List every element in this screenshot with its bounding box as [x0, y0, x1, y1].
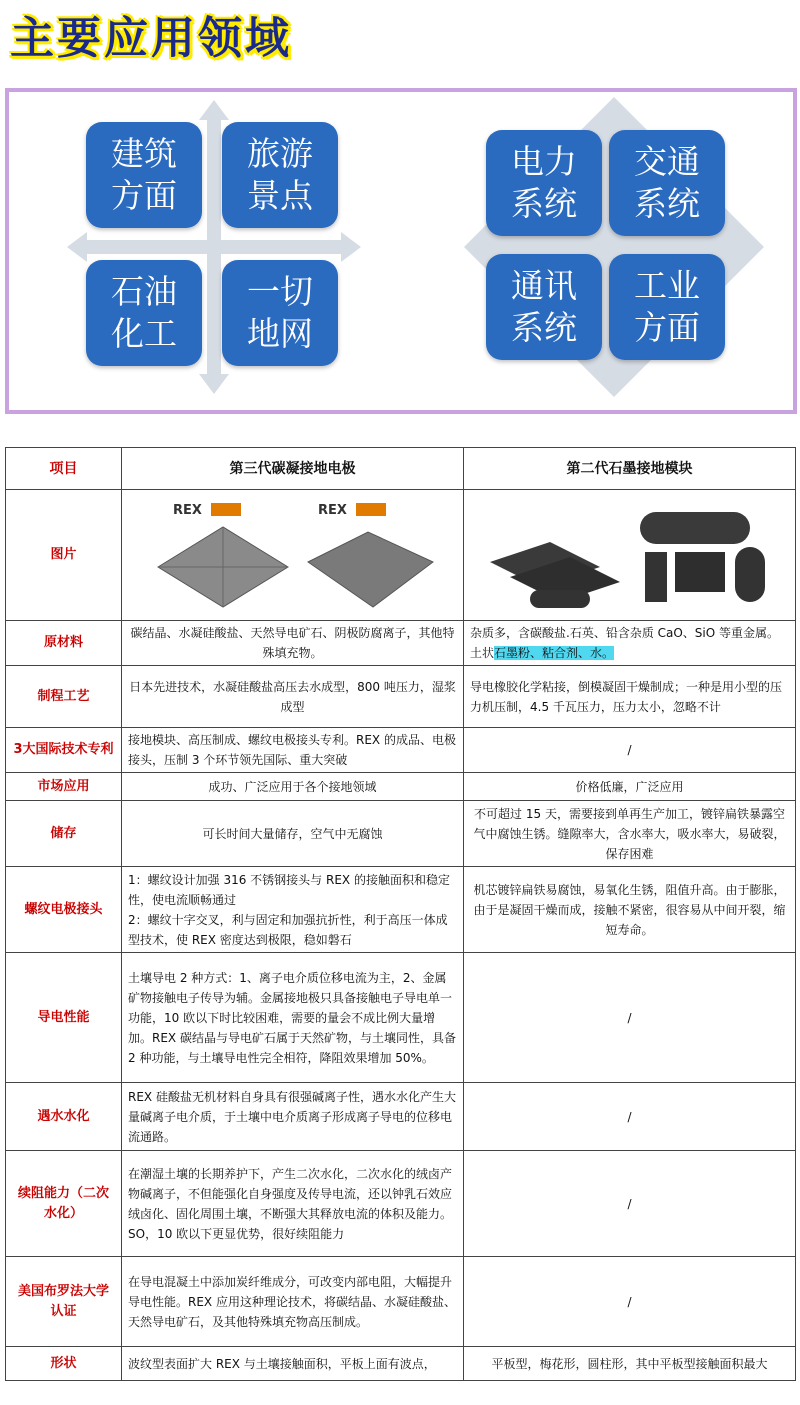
third-gen-cell: 成功、广泛应用于各个接地领域 — [122, 773, 464, 801]
table-row — [6, 773, 796, 801]
second-gen-cell: / — [464, 1257, 796, 1347]
header-row — [6, 448, 796, 490]
row-label: 制程工艺 — [6, 666, 122, 728]
tile-grounding-grid: 一切地网 — [222, 260, 338, 366]
second-gen-cell: 机芯镀锌扁铁易腐蚀，易氧化生锈，阻值升高。由于膨胀，由于是凝固干燥而成，接触不紧密，很容易从中间开裂，缩短寿命。 — [464, 867, 796, 953]
second-gen-cell: 导电橡胶化学粘接，倒模凝固干燥制成；一种是用小型的压力机压制，4.5 千瓦压力，压力太小，忽略不计 — [464, 666, 796, 728]
tile-communication-system: 通讯系统 — [486, 254, 602, 360]
table-row — [6, 1347, 796, 1381]
header-item: 项目 — [6, 448, 122, 490]
row-label: 图片 — [6, 490, 122, 621]
second-gen-cell: 价格低廉，广泛应用 — [464, 773, 796, 801]
table-row — [6, 867, 796, 953]
second-gen-cell: 杂质多，含碳酸盐.石英、铅含杂质 CaO、SiO 等重金属。土状石墨粉、粘合剂、水。 — [464, 621, 796, 666]
third-gen-images — [122, 490, 464, 621]
table-row — [6, 1257, 796, 1347]
application-panel — [5, 88, 797, 414]
table-row — [6, 666, 796, 728]
row-label: 遇水水化 — [6, 1083, 122, 1151]
header-second-gen: 第二代石墨接地模块 — [464, 448, 796, 490]
row-label: 3大国际技术专利 — [6, 728, 122, 773]
second-gen-cell: / — [464, 728, 796, 773]
page-title: 主要应用领域 — [10, 13, 292, 64]
table-row — [6, 801, 796, 867]
third-gen-cell: 日本先进技术，水凝硅酸盐高压去水成型，800 吨压力，湿浆成型 — [122, 666, 464, 728]
third-gen-cell: 接地模块、高压制成、螺纹电极接头专利。REX 的成品、电极接头，压制 3 个环节领先国际、重大突破 — [122, 728, 464, 773]
row-label: 导电性能 — [6, 953, 122, 1083]
tile-petrochemical: 石油化工 — [86, 260, 202, 366]
header-third-gen: 第三代碳凝接地电极 — [122, 448, 464, 490]
graphite-module-pictures — [470, 492, 790, 612]
row-label: 储存 — [6, 801, 122, 867]
tile-construction: 建筑方面 — [86, 122, 202, 228]
rex-logo-right: REX — [318, 503, 347, 518]
tile-industry: 工业方面 — [609, 254, 725, 360]
row-label: 续阻能力（二次水化） — [6, 1151, 122, 1257]
second-gen-cell: 不可超过 15 天，需要接到单再生产加工，镀锌扁铁暴露空气中腐蚀生锈。缝隙率大，含水率大，吸水率大，易破裂，保存困难 — [464, 801, 796, 867]
highlight-text: 石墨粉、粘合剂、水。 — [494, 646, 615, 660]
third-gen-cell: 土壤导电 2 种方式：1、离子电介质位移电流为主，2、金属矿物接触电子传导为辅。金属接地极只具备接触电子导电单一功能，10 欧以下时比较困难，需要的量会不成比例大量增加。REX 碳结晶与导电矿石属于天然矿物，与土壤同性，具备 2 种功能，与土壤导电性完全相符，降阻效果增加 50%。 — [122, 953, 464, 1083]
table-row — [6, 1083, 796, 1151]
row-label: 螺纹电极接头 — [6, 867, 122, 953]
rex-logo-left: REX — [173, 503, 202, 518]
row-label: 市场应用 — [6, 773, 122, 801]
tile-power-system: 电力系统 — [486, 130, 602, 236]
second-gen-cell: / — [464, 1083, 796, 1151]
third-gen-cell: 碳结晶、水凝硅酸盐、天然导电矿石、阴极防腐离子，其他特殊填充物。 — [122, 621, 464, 666]
table-row — [6, 953, 796, 1083]
second-gen-cell: / — [464, 1151, 796, 1257]
comparison-table — [5, 447, 796, 1381]
third-gen-cell: 在潮湿土壤的长期养护下，产生二次水化，二次水化的绒卤产物碱离子，不但能强化自身强度及传导电流，还以钟乳石效应绒卤化、固化周围土壤，不断强大其释放电流的体积及能力。SO，10 欧以下更显优势，很好续阻能力 — [122, 1151, 464, 1257]
table-row — [6, 621, 796, 666]
second-gen-cell: / — [464, 953, 796, 1083]
third-gen-cell: 可长时间大量储存，空气中无腐蚀 — [122, 801, 464, 867]
second-gen-cell: 平板型，梅花形，圆柱形，其中平板型接触面积最大 — [464, 1347, 796, 1381]
row-label: 美国布罗法大学认证 — [6, 1257, 122, 1347]
second-gen-images — [464, 490, 796, 621]
third-gen-cell: 1：螺纹设计加强 316 不锈钢接头与 REX 的接触面积和稳定性，使电流顺畅通过 2：螺纹十字交叉，利与固定和加强抗折性，利于高压一体成型技术，使 REX 密度达到极限，稳如磐石 — [122, 867, 464, 953]
table-row — [6, 490, 796, 621]
rex-electrode-pictures — [128, 492, 458, 612]
third-gen-cell: REX 硅酸盐无机材料自身具有很强碱离子性，遇水水化产生大量碱离子电介质，于土壤中电介质离子形成离子导电的位移电流通路。 — [122, 1083, 464, 1151]
tile-tourism: 旅游景点 — [222, 122, 338, 228]
table-row — [6, 1151, 796, 1257]
row-label: 形状 — [6, 1347, 122, 1381]
third-gen-cell: 在导电混凝土中添加炭纤维成分，可改变内部电阻，大幅提升导电性能。REX 应用这种理论技术，将碳结晶、水凝硅酸盐、天然导电矿石，及其他特殊填充物高压制成。 — [122, 1257, 464, 1347]
tile-traffic-system: 交通系统 — [609, 130, 725, 236]
row-label: 原材料 — [6, 621, 122, 666]
table-row — [6, 728, 796, 773]
third-gen-cell: 波纹型表面扩大 REX 与土壤接触面积，平板上面有波点， — [122, 1347, 464, 1381]
